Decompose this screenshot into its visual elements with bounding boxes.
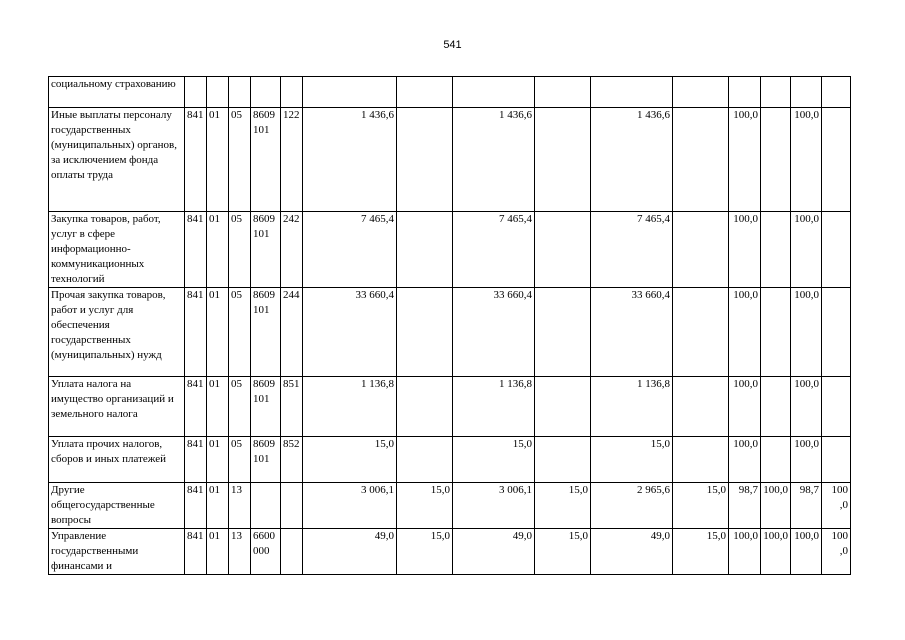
value-3: 15,0 bbox=[453, 437, 535, 483]
budget-table bbox=[48, 76, 851, 575]
percent-4: 100 ,0 bbox=[822, 529, 851, 575]
code-pr: 13 bbox=[229, 529, 251, 575]
code-vr: 242 bbox=[281, 212, 303, 288]
code-pr: 13 bbox=[229, 483, 251, 529]
value-6 bbox=[673, 77, 729, 108]
value-6 bbox=[673, 288, 729, 377]
percent-3: 100,0 bbox=[791, 108, 822, 212]
percent-3: 100,0 bbox=[791, 212, 822, 288]
value-2 bbox=[397, 377, 453, 437]
value-4 bbox=[535, 288, 591, 377]
value-1: 1 436,6 bbox=[303, 108, 397, 212]
value-5: 1 436,6 bbox=[591, 108, 673, 212]
code-csr: 8609 101 bbox=[251, 212, 281, 288]
table-row bbox=[49, 212, 851, 288]
value-2 bbox=[397, 288, 453, 377]
value-6 bbox=[673, 108, 729, 212]
value-2 bbox=[397, 212, 453, 288]
value-1: 7 465,4 bbox=[303, 212, 397, 288]
value-1: 15,0 bbox=[303, 437, 397, 483]
page-number: 541 bbox=[443, 39, 462, 51]
table-row bbox=[49, 108, 851, 212]
code-csr: 8609 101 bbox=[251, 437, 281, 483]
code-vr: 851 bbox=[281, 377, 303, 437]
percent-2 bbox=[761, 108, 791, 212]
code-csr bbox=[251, 483, 281, 529]
value-2 bbox=[397, 437, 453, 483]
value-6 bbox=[673, 437, 729, 483]
code-rz bbox=[207, 77, 229, 108]
percent-4 bbox=[822, 288, 851, 377]
value-2: 15,0 bbox=[397, 483, 453, 529]
code-pr: 05 bbox=[229, 108, 251, 212]
value-3: 3 006,1 bbox=[453, 483, 535, 529]
percent-4 bbox=[822, 437, 851, 483]
code-csr: 8609 101 bbox=[251, 377, 281, 437]
value-6 bbox=[673, 377, 729, 437]
code-gr: 841 bbox=[185, 108, 207, 212]
value-4 bbox=[535, 212, 591, 288]
value-3: 1 136,8 bbox=[453, 377, 535, 437]
percent-1 bbox=[729, 77, 761, 108]
table-row bbox=[49, 437, 851, 483]
percent-2: 100,0 bbox=[761, 529, 791, 575]
table-row bbox=[49, 288, 851, 377]
row-name: Уплата прочих налогов, сборов и иных платежей bbox=[49, 437, 185, 483]
code-pr bbox=[229, 77, 251, 108]
row-name: Управление государственными финансами и bbox=[49, 529, 185, 575]
code-rz: 01 bbox=[207, 288, 229, 377]
value-5: 7 465,4 bbox=[591, 212, 673, 288]
percent-3: 100,0 bbox=[791, 288, 822, 377]
value-4 bbox=[535, 77, 591, 108]
code-vr: 122 bbox=[281, 108, 303, 212]
percent-1: 100,0 bbox=[729, 288, 761, 377]
code-vr bbox=[281, 483, 303, 529]
percent-2 bbox=[761, 437, 791, 483]
code-csr bbox=[251, 77, 281, 108]
table-row bbox=[49, 377, 851, 437]
value-1: 49,0 bbox=[303, 529, 397, 575]
percent-2 bbox=[761, 377, 791, 437]
code-vr: 244 bbox=[281, 288, 303, 377]
percent-3: 100,0 bbox=[791, 377, 822, 437]
row-name: Закупка товаров, работ, услуг в сфере информационно-коммуникационных технологий bbox=[49, 212, 185, 288]
code-rz: 01 bbox=[207, 377, 229, 437]
code-pr: 05 bbox=[229, 437, 251, 483]
percent-1: 98,7 bbox=[729, 483, 761, 529]
percent-1: 100,0 bbox=[729, 529, 761, 575]
percent-4 bbox=[822, 108, 851, 212]
value-2 bbox=[397, 108, 453, 212]
code-rz: 01 bbox=[207, 483, 229, 529]
code-vr bbox=[281, 77, 303, 108]
code-vr bbox=[281, 529, 303, 575]
value-2 bbox=[397, 77, 453, 108]
percent-1: 100,0 bbox=[729, 212, 761, 288]
code-gr bbox=[185, 77, 207, 108]
value-5 bbox=[591, 77, 673, 108]
value-6 bbox=[673, 212, 729, 288]
row-name: Иные выплаты персоналу государственных (муниципальных) органов, за исключением фонда оплаты труда bbox=[49, 108, 185, 212]
value-1: 1 136,8 bbox=[303, 377, 397, 437]
code-gr: 841 bbox=[185, 377, 207, 437]
code-gr: 841 bbox=[185, 212, 207, 288]
percent-1: 100,0 bbox=[729, 377, 761, 437]
code-rz: 01 bbox=[207, 529, 229, 575]
table-row bbox=[49, 483, 851, 529]
percent-3: 98,7 bbox=[791, 483, 822, 529]
code-gr: 841 bbox=[185, 529, 207, 575]
row-name: социальному страхованию bbox=[49, 77, 185, 108]
percent-4 bbox=[822, 77, 851, 108]
value-5: 15,0 bbox=[591, 437, 673, 483]
value-6: 15,0 bbox=[673, 529, 729, 575]
code-csr: 8609 101 bbox=[251, 288, 281, 377]
percent-3: 100,0 bbox=[791, 529, 822, 575]
code-rz: 01 bbox=[207, 212, 229, 288]
row-name: Другие общегосударственные вопросы bbox=[49, 483, 185, 529]
percent-4 bbox=[822, 212, 851, 288]
value-4 bbox=[535, 377, 591, 437]
code-pr: 05 bbox=[229, 377, 251, 437]
percent-4 bbox=[822, 377, 851, 437]
value-1 bbox=[303, 77, 397, 108]
code-gr: 841 bbox=[185, 483, 207, 529]
row-name: Прочая закупка товаров, работ и услуг для обеспечения государственных (муниципальных) нужд bbox=[49, 288, 185, 377]
value-1: 3 006,1 bbox=[303, 483, 397, 529]
value-6: 15,0 bbox=[673, 483, 729, 529]
value-4 bbox=[535, 437, 591, 483]
code-rz: 01 bbox=[207, 437, 229, 483]
percent-2 bbox=[761, 288, 791, 377]
code-vr: 852 bbox=[281, 437, 303, 483]
table-row bbox=[49, 529, 851, 575]
value-3: 7 465,4 bbox=[453, 212, 535, 288]
code-pr: 05 bbox=[229, 212, 251, 288]
value-3: 33 660,4 bbox=[453, 288, 535, 377]
value-3: 49,0 bbox=[453, 529, 535, 575]
percent-2 bbox=[761, 77, 791, 108]
percent-1: 100,0 bbox=[729, 437, 761, 483]
value-4: 15,0 bbox=[535, 529, 591, 575]
value-5: 1 136,8 bbox=[591, 377, 673, 437]
percent-2: 100,0 bbox=[761, 483, 791, 529]
value-5: 2 965,6 bbox=[591, 483, 673, 529]
code-csr: 8609 101 bbox=[251, 108, 281, 212]
value-4: 15,0 bbox=[535, 483, 591, 529]
code-gr: 841 bbox=[185, 288, 207, 377]
value-3: 1 436,6 bbox=[453, 108, 535, 212]
percent-4: 100 ,0 bbox=[822, 483, 851, 529]
code-csr: 6600 000 bbox=[251, 529, 281, 575]
table-row bbox=[49, 77, 851, 108]
value-1: 33 660,4 bbox=[303, 288, 397, 377]
code-gr: 841 bbox=[185, 437, 207, 483]
percent-3: 100,0 bbox=[791, 437, 822, 483]
code-rz: 01 bbox=[207, 108, 229, 212]
code-pr: 05 bbox=[229, 288, 251, 377]
value-3 bbox=[453, 77, 535, 108]
percent-3 bbox=[791, 77, 822, 108]
value-5: 33 660,4 bbox=[591, 288, 673, 377]
row-name: Уплата налога на имущество организаций и земельного налога bbox=[49, 377, 185, 437]
percent-2 bbox=[761, 212, 791, 288]
value-2: 15,0 bbox=[397, 529, 453, 575]
percent-1: 100,0 bbox=[729, 108, 761, 212]
value-5: 49,0 bbox=[591, 529, 673, 575]
value-4 bbox=[535, 108, 591, 212]
